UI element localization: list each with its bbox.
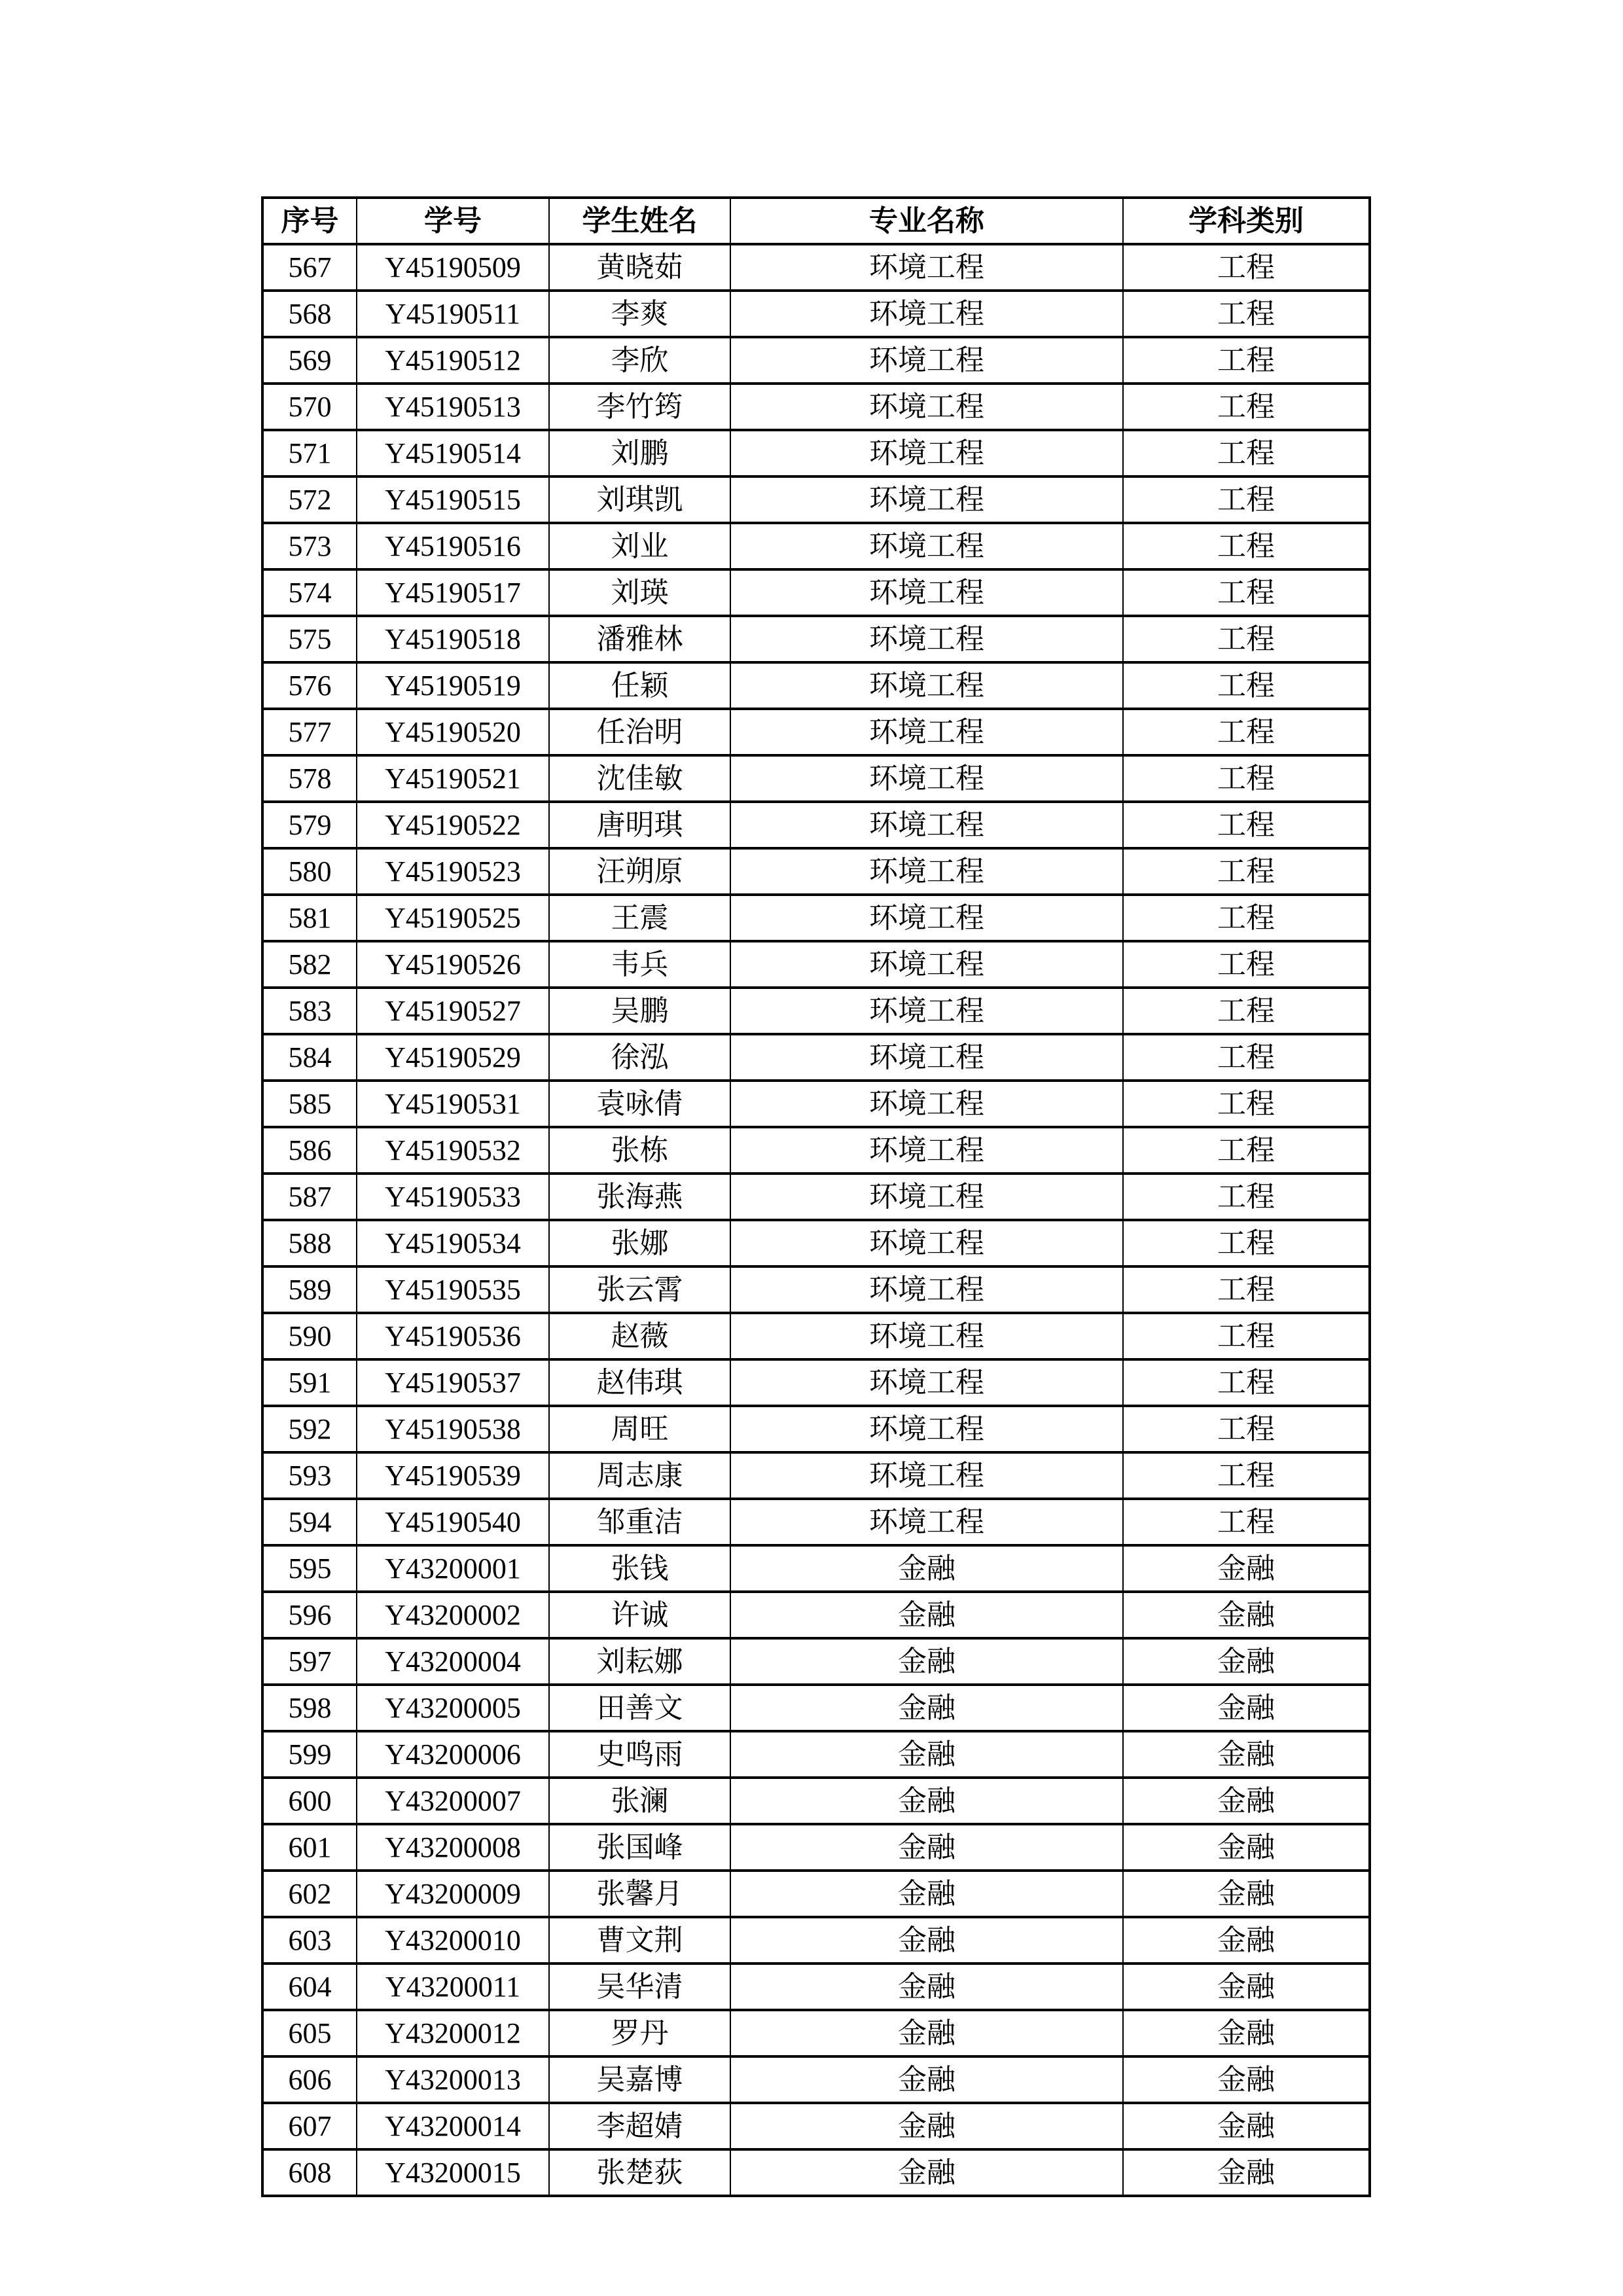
cell-student-id: Y45190523 <box>357 848 549 895</box>
cell-student-id: Y45190509 <box>357 244 549 291</box>
cell-index: 591 <box>262 1359 357 1406</box>
cell-student-name: 汪朔原 <box>549 848 730 895</box>
table-row <box>262 848 1370 895</box>
cell-major: 金融 <box>730 1545 1123 1592</box>
cell-student-id: Y43200002 <box>357 1592 549 1638</box>
table-row <box>262 709 1370 755</box>
table-row <box>262 1452 1370 1499</box>
cell-discipline: 金融 <box>1123 1964 1370 2010</box>
cell-student-name: 曹文荆 <box>549 1917 730 1964</box>
cell-student-id: Y45190513 <box>357 384 549 430</box>
cell-major: 金融 <box>730 1592 1123 1638</box>
cell-student-id: Y43200005 <box>357 1685 549 1731</box>
cell-student-id: Y43200009 <box>357 1871 549 1917</box>
cell-student-name: 韦兵 <box>549 941 730 988</box>
cell-major: 环境工程 <box>730 988 1123 1034</box>
cell-discipline: 工程 <box>1123 291 1370 337</box>
table-row <box>262 1778 1370 1824</box>
cell-index: 603 <box>262 1917 357 1964</box>
cell-index: 581 <box>262 895 357 941</box>
cell-index: 588 <box>262 1220 357 1266</box>
cell-discipline: 工程 <box>1123 802 1370 848</box>
table-row <box>262 1685 1370 1731</box>
cell-major: 环境工程 <box>730 1034 1123 1081</box>
table-row <box>262 802 1370 848</box>
cell-discipline: 工程 <box>1123 244 1370 291</box>
cell-index: 580 <box>262 848 357 895</box>
cell-student-id: Y43200015 <box>357 2149 549 2196</box>
cell-discipline: 金融 <box>1123 1545 1370 1592</box>
cell-major: 环境工程 <box>730 662 1123 709</box>
cell-discipline: 工程 <box>1123 1499 1370 1545</box>
table-row <box>262 941 1370 988</box>
cell-student-name: 赵伟琪 <box>549 1359 730 1406</box>
cell-index: 570 <box>262 384 357 430</box>
table-row <box>262 523 1370 569</box>
cell-discipline: 工程 <box>1123 569 1370 616</box>
cell-student-name: 任治明 <box>549 709 730 755</box>
cell-student-name: 吴鹏 <box>549 988 730 1034</box>
cell-student-name: 张海燕 <box>549 1174 730 1220</box>
cell-index: 597 <box>262 1638 357 1685</box>
cell-major: 金融 <box>730 1731 1123 1778</box>
cell-student-name: 王震 <box>549 895 730 941</box>
cell-index: 582 <box>262 941 357 988</box>
cell-student-id: Y45190521 <box>357 755 549 802</box>
cell-student-name: 刘琪凯 <box>549 476 730 523</box>
table-row <box>262 1871 1370 1917</box>
cell-discipline: 工程 <box>1123 848 1370 895</box>
cell-student-id: Y45190525 <box>357 895 549 941</box>
cell-index: 579 <box>262 802 357 848</box>
cell-student-name: 李爽 <box>549 291 730 337</box>
cell-student-name: 周旺 <box>549 1406 730 1452</box>
table-row <box>262 1034 1370 1081</box>
cell-index: 577 <box>262 709 357 755</box>
table-row <box>262 476 1370 523</box>
table-row <box>262 1592 1370 1638</box>
cell-discipline: 工程 <box>1123 988 1370 1034</box>
cell-index: 584 <box>262 1034 357 1081</box>
table-row <box>262 2010 1370 2056</box>
cell-student-id: Y43200006 <box>357 1731 549 1778</box>
cell-discipline: 工程 <box>1123 337 1370 384</box>
cell-major: 金融 <box>730 1964 1123 2010</box>
cell-discipline: 金融 <box>1123 1778 1370 1824</box>
cell-student-name: 沈佳敏 <box>549 755 730 802</box>
column-header-index: 序号 <box>262 198 357 244</box>
cell-major: 金融 <box>730 2056 1123 2103</box>
cell-student-id: Y45190519 <box>357 662 549 709</box>
cell-discipline: 工程 <box>1123 1174 1370 1220</box>
table-row <box>262 1174 1370 1220</box>
table-row <box>262 662 1370 709</box>
table-row <box>262 1824 1370 1871</box>
cell-student-id: Y45190515 <box>357 476 549 523</box>
table-row <box>262 755 1370 802</box>
cell-student-id: Y45190526 <box>357 941 549 988</box>
cell-index: 592 <box>262 1406 357 1452</box>
cell-index: 600 <box>262 1778 357 1824</box>
table-row <box>262 1964 1370 2010</box>
cell-student-name: 袁咏倩 <box>549 1081 730 1127</box>
cell-major: 金融 <box>730 2103 1123 2149</box>
table-row <box>262 1917 1370 1964</box>
cell-discipline: 工程 <box>1123 1081 1370 1127</box>
cell-student-name: 吴嘉博 <box>549 2056 730 2103</box>
cell-major: 环境工程 <box>730 1452 1123 1499</box>
cell-major: 环境工程 <box>730 1081 1123 1127</box>
table-row <box>262 1545 1370 1592</box>
table-row <box>262 569 1370 616</box>
table-row <box>262 2056 1370 2103</box>
cell-index: 583 <box>262 988 357 1034</box>
cell-discipline: 金融 <box>1123 1592 1370 1638</box>
cell-student-id: Y45190527 <box>357 988 549 1034</box>
table-row <box>262 2149 1370 2196</box>
cell-index: 599 <box>262 1731 357 1778</box>
cell-major: 金融 <box>730 1917 1123 1964</box>
cell-student-name: 张国峰 <box>549 1824 730 1871</box>
cell-major: 环境工程 <box>730 1359 1123 1406</box>
table-row <box>262 988 1370 1034</box>
cell-discipline: 工程 <box>1123 1452 1370 1499</box>
cell-student-id: Y45190540 <box>357 1499 549 1545</box>
cell-discipline: 工程 <box>1123 523 1370 569</box>
cell-index: 567 <box>262 244 357 291</box>
cell-index: 589 <box>262 1266 357 1313</box>
cell-student-name: 张云霄 <box>549 1266 730 1313</box>
cell-student-id: Y43200001 <box>357 1545 549 1592</box>
cell-major: 环境工程 <box>730 1499 1123 1545</box>
cell-major: 金融 <box>730 2149 1123 2196</box>
cell-discipline: 工程 <box>1123 476 1370 523</box>
table-row <box>262 1638 1370 1685</box>
table-row <box>262 1220 1370 1266</box>
cell-student-id: Y45190533 <box>357 1174 549 1220</box>
table-row <box>262 1313 1370 1359</box>
cell-major: 环境工程 <box>730 1266 1123 1313</box>
cell-student-id: Y45190517 <box>357 569 549 616</box>
cell-index: 598 <box>262 1685 357 1731</box>
cell-index: 585 <box>262 1081 357 1127</box>
cell-student-name: 李竹筠 <box>549 384 730 430</box>
cell-discipline: 工程 <box>1123 895 1370 941</box>
cell-student-name: 刘瑛 <box>549 569 730 616</box>
cell-major: 金融 <box>730 1638 1123 1685</box>
cell-index: 602 <box>262 1871 357 1917</box>
column-header-major: 专业名称 <box>730 198 1123 244</box>
cell-major: 环境工程 <box>730 1406 1123 1452</box>
cell-major: 环境工程 <box>730 1220 1123 1266</box>
table-row <box>262 2103 1370 2149</box>
table-row <box>262 895 1370 941</box>
cell-student-id: Y43200004 <box>357 1638 549 1685</box>
cell-student-id: Y43200010 <box>357 1917 549 1964</box>
cell-discipline: 工程 <box>1123 1127 1370 1174</box>
cell-discipline: 金融 <box>1123 1871 1370 1917</box>
cell-student-name: 赵薇 <box>549 1313 730 1359</box>
cell-index: 605 <box>262 2010 357 2056</box>
student-roster-table <box>261 196 1371 2197</box>
cell-index: 590 <box>262 1313 357 1359</box>
cell-student-id: Y45190536 <box>357 1313 549 1359</box>
cell-index: 587 <box>262 1174 357 1220</box>
cell-student-id: Y45190516 <box>357 523 549 569</box>
cell-major: 环境工程 <box>730 244 1123 291</box>
cell-student-id: Y43200007 <box>357 1778 549 1824</box>
table-header <box>262 198 1370 244</box>
cell-student-id: Y43200014 <box>357 2103 549 2149</box>
cell-index: 575 <box>262 616 357 662</box>
table-row <box>262 1406 1370 1452</box>
cell-index: 593 <box>262 1452 357 1499</box>
cell-student-id: Y45190518 <box>357 616 549 662</box>
cell-major: 环境工程 <box>730 476 1123 523</box>
cell-student-id: Y45190512 <box>357 337 549 384</box>
cell-student-name: 李欣 <box>549 337 730 384</box>
cell-student-id: Y43200008 <box>357 1824 549 1871</box>
table-body <box>262 244 1370 2196</box>
cell-major: 环境工程 <box>730 291 1123 337</box>
cell-student-name: 罗丹 <box>549 2010 730 2056</box>
cell-discipline: 工程 <box>1123 1220 1370 1266</box>
cell-major: 环境工程 <box>730 755 1123 802</box>
cell-index: 578 <box>262 755 357 802</box>
cell-student-name: 刘耘娜 <box>549 1638 730 1685</box>
cell-index: 607 <box>262 2103 357 2149</box>
cell-discipline: 工程 <box>1123 1313 1370 1359</box>
cell-student-name: 刘鹏 <box>549 430 730 476</box>
cell-major: 金融 <box>730 1824 1123 1871</box>
cell-major: 金融 <box>730 1871 1123 1917</box>
cell-major: 环境工程 <box>730 523 1123 569</box>
cell-discipline: 金融 <box>1123 2010 1370 2056</box>
cell-student-name: 田善文 <box>549 1685 730 1731</box>
cell-index: 572 <box>262 476 357 523</box>
cell-student-id: Y45190514 <box>357 430 549 476</box>
table-row <box>262 337 1370 384</box>
cell-student-name: 刘业 <box>549 523 730 569</box>
cell-student-id: Y45190529 <box>357 1034 549 1081</box>
cell-discipline: 工程 <box>1123 941 1370 988</box>
cell-major: 环境工程 <box>730 430 1123 476</box>
cell-student-name: 任颖 <box>549 662 730 709</box>
cell-major: 金融 <box>730 1685 1123 1731</box>
table-row <box>262 1359 1370 1406</box>
cell-major: 环境工程 <box>730 1174 1123 1220</box>
cell-major: 环境工程 <box>730 569 1123 616</box>
table-row <box>262 244 1370 291</box>
cell-major: 环境工程 <box>730 337 1123 384</box>
cell-student-id: Y45190522 <box>357 802 549 848</box>
cell-major: 金融 <box>730 1778 1123 1824</box>
cell-index: 571 <box>262 430 357 476</box>
cell-index: 604 <box>262 1964 357 2010</box>
cell-discipline: 工程 <box>1123 755 1370 802</box>
cell-discipline: 工程 <box>1123 616 1370 662</box>
cell-index: 568 <box>262 291 357 337</box>
table-row <box>262 1127 1370 1174</box>
cell-discipline: 金融 <box>1123 1638 1370 1685</box>
cell-major: 金融 <box>730 2010 1123 2056</box>
cell-discipline: 金融 <box>1123 1824 1370 1871</box>
cell-student-name: 张栋 <box>549 1127 730 1174</box>
cell-student-id: Y45190538 <box>357 1406 549 1452</box>
cell-student-id: Y45190532 <box>357 1127 549 1174</box>
cell-student-name: 吴华清 <box>549 1964 730 2010</box>
table-row <box>262 291 1370 337</box>
cell-major: 环境工程 <box>730 941 1123 988</box>
cell-student-name: 张澜 <box>549 1778 730 1824</box>
cell-index: 594 <box>262 1499 357 1545</box>
cell-discipline: 金融 <box>1123 1731 1370 1778</box>
cell-discipline: 工程 <box>1123 1359 1370 1406</box>
table-row <box>262 616 1370 662</box>
cell-student-name: 张娜 <box>549 1220 730 1266</box>
cell-index: 574 <box>262 569 357 616</box>
cell-student-name: 徐泓 <box>549 1034 730 1081</box>
cell-major: 环境工程 <box>730 709 1123 755</box>
cell-discipline: 工程 <box>1123 430 1370 476</box>
cell-major: 环境工程 <box>730 802 1123 848</box>
cell-student-id: Y45190539 <box>357 1452 549 1499</box>
cell-major: 环境工程 <box>730 1313 1123 1359</box>
cell-student-id: Y43200013 <box>357 2056 549 2103</box>
cell-index: 596 <box>262 1592 357 1638</box>
cell-student-id: Y45190535 <box>357 1266 549 1313</box>
cell-index: 569 <box>262 337 357 384</box>
table-row <box>262 384 1370 430</box>
cell-discipline: 金融 <box>1123 2149 1370 2196</box>
cell-major: 环境工程 <box>730 616 1123 662</box>
table-row <box>262 1731 1370 1778</box>
cell-student-name: 张楚荻 <box>549 2149 730 2196</box>
cell-major: 环境工程 <box>730 384 1123 430</box>
cell-index: 608 <box>262 2149 357 2196</box>
cell-student-id: Y43200011 <box>357 1964 549 2010</box>
cell-student-name: 邹重洁 <box>549 1499 730 1545</box>
table-row <box>262 1081 1370 1127</box>
column-header-student-id: 学号 <box>357 198 549 244</box>
cell-index: 576 <box>262 662 357 709</box>
cell-student-name: 张钱 <box>549 1545 730 1592</box>
column-header-student-name: 学生姓名 <box>549 198 730 244</box>
cell-student-name: 周志康 <box>549 1452 730 1499</box>
table-row <box>262 1499 1370 1545</box>
cell-major: 环境工程 <box>730 848 1123 895</box>
cell-discipline: 工程 <box>1123 384 1370 430</box>
cell-index: 606 <box>262 2056 357 2103</box>
cell-student-id: Y45190534 <box>357 1220 549 1266</box>
cell-student-id: Y45190520 <box>357 709 549 755</box>
cell-student-id: Y43200012 <box>357 2010 549 2056</box>
cell-discipline: 金融 <box>1123 1685 1370 1731</box>
cell-discipline: 工程 <box>1123 709 1370 755</box>
cell-student-id: Y45190511 <box>357 291 549 337</box>
table-row <box>262 1266 1370 1313</box>
cell-discipline: 工程 <box>1123 1266 1370 1313</box>
cell-student-name: 黄晓茹 <box>549 244 730 291</box>
cell-discipline: 工程 <box>1123 662 1370 709</box>
cell-discipline: 工程 <box>1123 1406 1370 1452</box>
cell-student-name: 张馨月 <box>549 1871 730 1917</box>
column-header-discipline: 学科类别 <box>1123 198 1370 244</box>
cell-discipline: 工程 <box>1123 1034 1370 1081</box>
cell-index: 601 <box>262 1824 357 1871</box>
cell-student-name: 唐明琪 <box>549 802 730 848</box>
cell-student-name: 李超婧 <box>549 2103 730 2149</box>
cell-major: 环境工程 <box>730 895 1123 941</box>
cell-student-id: Y45190537 <box>357 1359 549 1406</box>
cell-discipline: 金融 <box>1123 2056 1370 2103</box>
cell-index: 586 <box>262 1127 357 1174</box>
cell-student-name: 史鸣雨 <box>549 1731 730 1778</box>
cell-student-name: 潘雅林 <box>549 616 730 662</box>
cell-student-name: 许诚 <box>549 1592 730 1638</box>
cell-index: 595 <box>262 1545 357 1592</box>
cell-student-id: Y45190531 <box>357 1081 549 1127</box>
table-row <box>262 430 1370 476</box>
cell-discipline: 金融 <box>1123 1917 1370 1964</box>
cell-discipline: 金融 <box>1123 2103 1370 2149</box>
cell-index: 573 <box>262 523 357 569</box>
cell-major: 环境工程 <box>730 1127 1123 1174</box>
header-row <box>262 198 1370 244</box>
